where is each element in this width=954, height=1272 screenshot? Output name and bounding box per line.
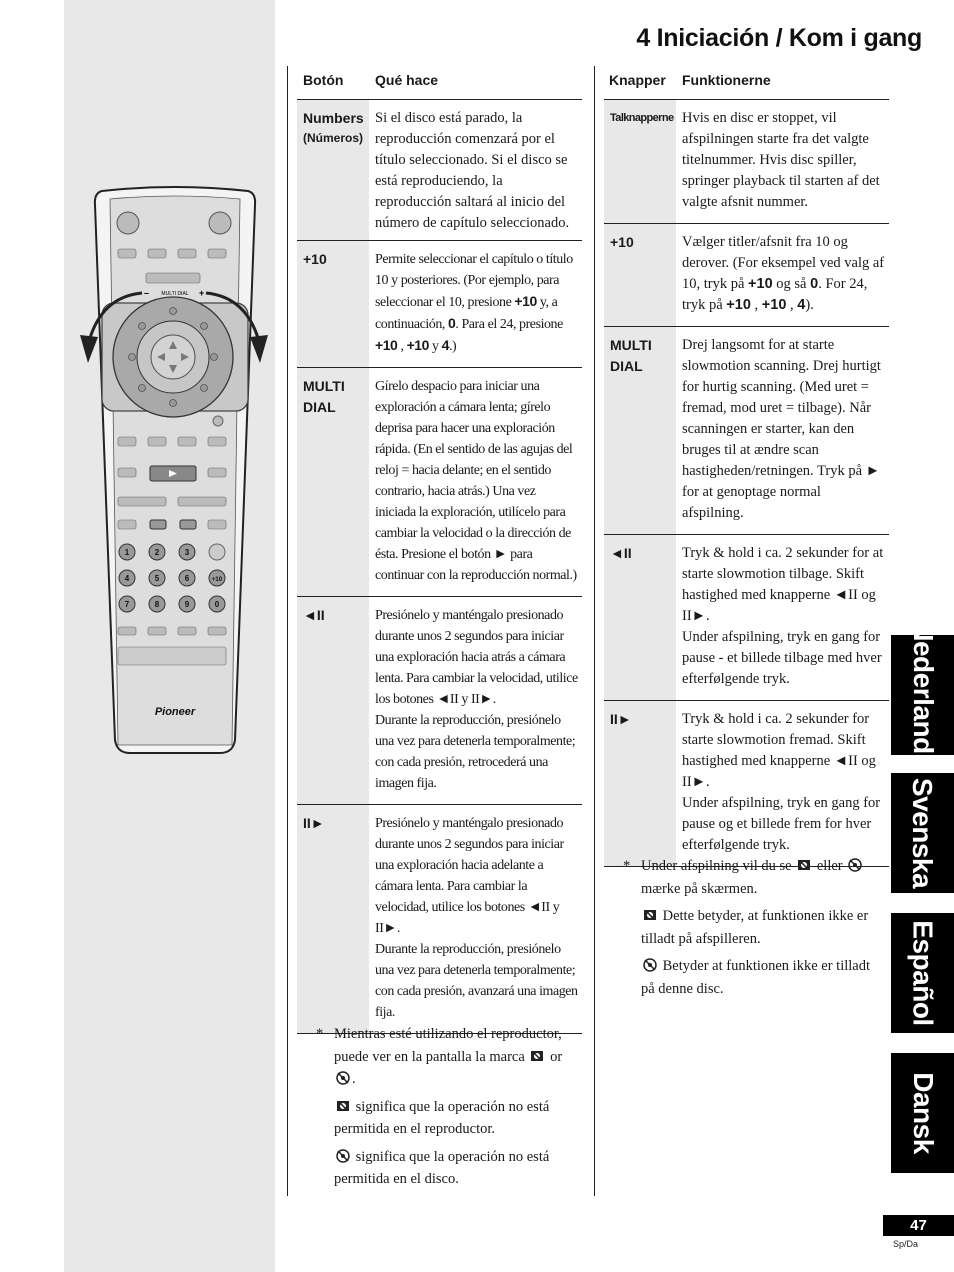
button-cell: +10 [297, 241, 369, 367]
prohibited-disc-icon [336, 1071, 350, 1085]
prohibited-disc-icon [336, 1149, 350, 1163]
button-cell: II► [604, 701, 676, 866]
prohibited-disc-icon [643, 958, 657, 972]
header-button: Knapper [609, 72, 666, 88]
action-text: Tryk & hold i ca. 2 sekunder for starte slowmotion fremad. Skift hastighed med knapperne ◄II og II►. Under afspilning, tryk en gang for pause og et billede frem for hver efterfølgende tryk. [682, 711, 881, 853]
danish-table-header [604, 68, 889, 100]
button-cell: ◄II [604, 535, 676, 700]
table-row [297, 368, 582, 597]
dial-plus: + [199, 288, 205, 298]
danish-note: * Under afspilning vil du se eller mærke på skærmen. Dette betyder, at funktionen ikke er tilladt på afspilleren. Betyder at funktionen ikke er tilladt på denne disc. [623, 858, 870, 997]
spanish-note: * Mientras esté utilizando el reproductor, puede ver en la pantalla la marca or . significa que la operación no está permitida en el reproductor. significa que la operación no está permitida en el disco. [316, 1026, 563, 1187]
page-title: 4 Iniciación / Kom i gang [636, 24, 922, 52]
dial-label: MULTI DIAL [161, 291, 189, 297]
key-0: 0 [214, 600, 220, 609]
table-row [297, 597, 582, 805]
button-cell: ◄II [297, 597, 369, 804]
button-name: Numbers [303, 110, 364, 126]
button-cell [297, 100, 369, 240]
table-row [604, 100, 889, 224]
tab-svenska[interactable]: Svenska [891, 773, 954, 893]
key-6: 6 [184, 574, 190, 583]
key-1: 1 [124, 548, 130, 557]
page-number: 47 [883, 1215, 954, 1236]
key-9: 9 [184, 600, 190, 609]
button-cell: +10 [604, 224, 676, 326]
action-text: Si el disco está parado, la reproducción comenzará por el título seleccionado. Si el disco se está reproduciendo, la reproducción saltará al inicio del número de capítulo seleccionado. [375, 110, 570, 231]
page-code: Sp/Da [893, 1239, 919, 1249]
action-text: Hvis en disc er stoppet, vil afspilningen starte fra det valgte titelnummer. Hvis disc spiller, springer playback til starten af det valgte afsnit nummer. [682, 110, 880, 210]
prohibited-player-icon [530, 1049, 544, 1063]
spanish-table-header [297, 68, 582, 100]
header-action: Qué hace [375, 72, 439, 88]
danish-table [604, 68, 889, 867]
tab-espanol[interactable]: Español [891, 913, 954, 1033]
prohibited-disc-icon [848, 858, 862, 872]
pioneer-logo: Pioneer [154, 706, 196, 718]
table-row [604, 327, 889, 535]
prohibited-player-icon [797, 858, 811, 872]
table-row [297, 805, 582, 1034]
header-action: Funktionerne [682, 72, 771, 88]
action-text: Presiónelo y manténgalo presionado durante unos 2 segundos para iniciar una exploración hacia adelante a cámara lenta. Para cambiar la velocidad, utilice los botones ◄II y II►. Durante la reproducción, presiónelo una vez para detenerla temporalmente; con cada presión, avanzará una imagen fija. [375, 816, 578, 1020]
key-4: 4 [124, 574, 130, 583]
button-sub: (Números) [303, 131, 364, 145]
key-plus10: +10 [211, 577, 223, 583]
action-text: Gírelo despacio para iniciar una exploración a cámara lenta; gírelo deprisa para hacer una exploración rápida. (En el sentido de las agujas del reloj = hacia delante; en el sentido contrario, hacia atrás.) Una vez iniciada la exploración, utilícelo para cambiar la velocidad o la dirección de ésta. Presione el botón ► para continuar con la reproducción normal.) [375, 379, 577, 583]
table-row [297, 241, 582, 368]
remote-control-illustration [70, 185, 280, 760]
action-text: Vælger titler/afsnit fra 10 og derover. (For eksempel ved valg af 10, tryk på +10 og så 0. For 24, tryk på +10 , +10 , 4). [682, 234, 885, 313]
spanish-table [297, 68, 582, 1034]
tab-dansk[interactable]: Dansk [891, 1053, 954, 1173]
dial-minus: – [144, 288, 150, 298]
action-text: Permite seleccionar el capítulo o título 10 y posteriores. (Por ejemplo, para seleccionar el 10, presione +10 y, a continuación, 0. Para el 24, presione +10 , +10 y 4.) [375, 252, 573, 354]
button-cell: Talknapperne [604, 100, 676, 223]
table-row [297, 100, 582, 241]
key-3: 3 [184, 548, 190, 557]
action-text: Tryk & hold i ca. 2 sekunder for at starte slowmotion tilbage. Skift hastighed med knapperne ◄II og II►. Under afspilning, tryk en gang for pause - et billede tilbage med hver efterfølgende tryk. [682, 545, 884, 687]
key-5: 5 [154, 574, 160, 583]
prohibited-player-icon [643, 908, 657, 922]
button-cell: MULTI DIAL [604, 327, 676, 534]
key-2: 2 [154, 548, 160, 557]
header-button: Botón [303, 72, 344, 88]
action-text: Drej langsomt for at starte slowmotion scanning. Drej hurtigt for hurtig scanning. (Med uret = fremad, mod uret = tilbage). Når scanningen er starter, kan den bruges til at ændre scan hastigheden/retningen. Tryk på ► for at genoptage normal afspilning. [682, 337, 881, 521]
action-text: Presiónelo y manténgalo presionado durante unos 2 segundos para iniciar una exploración hacia atrás a cámara lenta. Para cambiar la velocidad, utilice los botones ◄II y II►. Durante la reproducción, presiónelo una vez para detenerla temporalmente; con cada presión, retrocederá una imagen fija. [375, 608, 578, 791]
prohibited-player-icon [336, 1099, 350, 1113]
button-cell: MULTI DIAL [297, 368, 369, 596]
table-row [604, 535, 889, 701]
table-row [604, 224, 889, 327]
key-8: 8 [154, 600, 160, 609]
column-rule-left [287, 66, 288, 1196]
tab-nederlands[interactable]: Nederlands [891, 635, 954, 755]
table-row [604, 701, 889, 867]
button-cell: II► [297, 805, 369, 1033]
key-7: 7 [124, 600, 130, 609]
column-rule-middle [594, 66, 595, 1196]
